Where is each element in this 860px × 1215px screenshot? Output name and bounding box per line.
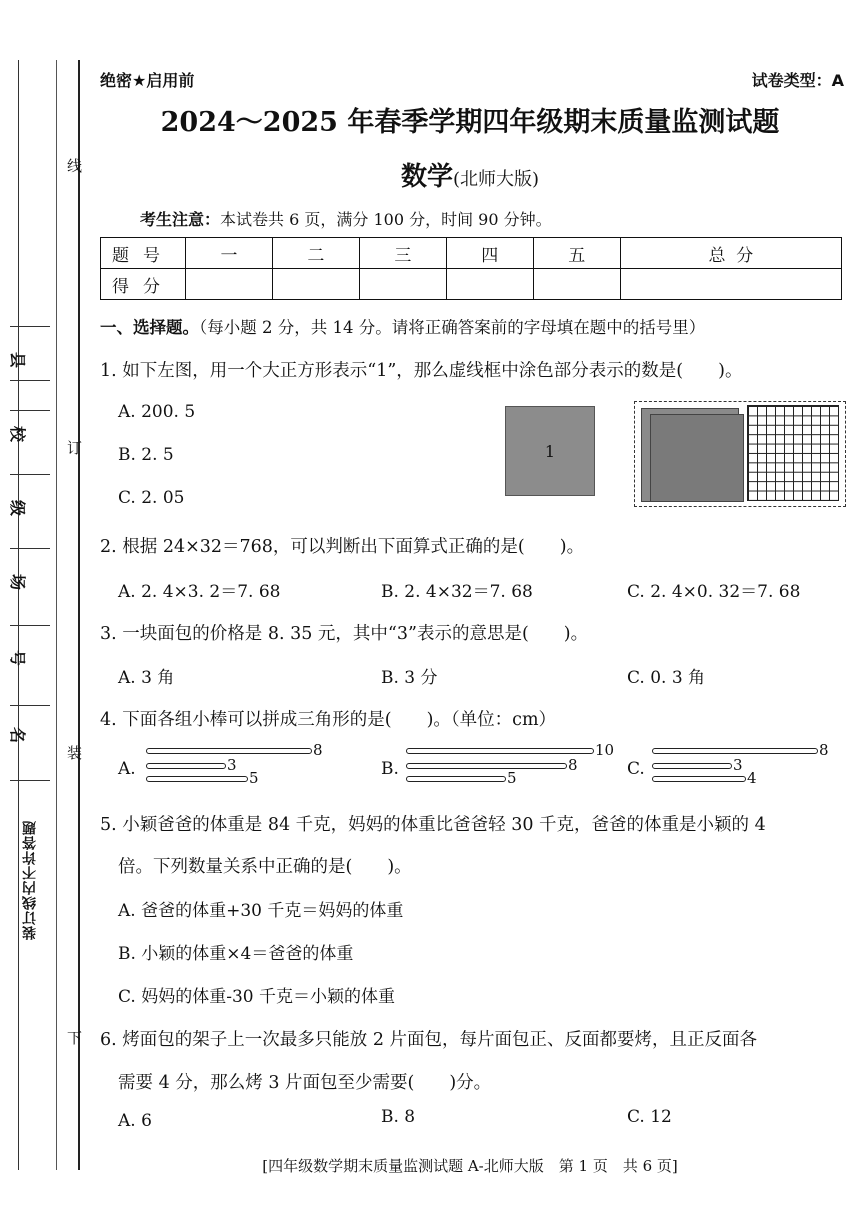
score-header-row bbox=[101, 238, 842, 269]
subject-line bbox=[100, 156, 840, 193]
section-desc: （每小题 2 分，共 14 分。请将正确答案前的字母填在题中的括号里） bbox=[199, 318, 706, 337]
unit-square-figure bbox=[505, 406, 595, 496]
stick bbox=[146, 748, 312, 754]
score-cell[interactable] bbox=[533, 269, 620, 300]
option: A. 6 bbox=[118, 1111, 152, 1131]
paper-type: 试卷类型：A bbox=[751, 71, 844, 90]
option: B. 8 bbox=[381, 1107, 416, 1127]
field-county-label: 县 bbox=[8, 351, 27, 368]
score-cell[interactable] bbox=[272, 269, 359, 300]
stick-length: 8 bbox=[313, 741, 323, 759]
field-line bbox=[10, 410, 50, 411]
question-stem: 2. 根据 24×32＝768，可以判断出下面算式正确的是( )。 bbox=[100, 537, 585, 557]
stick bbox=[406, 748, 594, 754]
subject-name: 数学 bbox=[400, 162, 453, 192]
field-line bbox=[10, 380, 50, 381]
stick-length: 5 bbox=[249, 769, 259, 787]
score-cell[interactable] bbox=[186, 269, 273, 300]
option: A. bbox=[118, 759, 136, 779]
section-title: 一、选择题。 bbox=[100, 318, 199, 337]
question-stem: 5. 小颖爸爸的体重是 84 千克，妈妈的体重比爸爸轻 30 千克，爸爸的体重是小颖的 4 bbox=[100, 815, 766, 835]
binding-warning: 装订线内不许答题 bbox=[22, 820, 38, 940]
binding-mark: 线 bbox=[65, 158, 83, 173]
field-line bbox=[10, 326, 50, 327]
field-school-label: 校 bbox=[8, 425, 27, 442]
question-stem: 4. 下面各组小棒可以拼成三角形的是( )。（单位：cm） bbox=[100, 710, 557, 730]
stick bbox=[146, 776, 248, 782]
question-stem: 6. 烤面包的架子上一次最多只能放 2 片面包，每片面包正、反面都要烤，且正反面各 bbox=[100, 1030, 758, 1050]
section-heading bbox=[100, 314, 705, 338]
stick bbox=[146, 763, 226, 769]
option: B. 小颖的体重×4＝爸爸的体重 bbox=[118, 944, 354, 964]
question-stem-cont: 需要 4 分，那么烤 3 片面包至少需要( )分。 bbox=[118, 1073, 492, 1093]
option: B. 2. 5 bbox=[118, 445, 174, 465]
column-header: 二 bbox=[272, 238, 359, 269]
field-name-label: 名 bbox=[8, 726, 27, 743]
row-label: 得分 bbox=[101, 269, 186, 300]
shaded-square bbox=[650, 414, 744, 502]
score-cell[interactable] bbox=[446, 269, 533, 300]
field-number-label: 号 bbox=[8, 649, 27, 666]
stick-length: 3 bbox=[733, 756, 743, 774]
field-room-label: 场 bbox=[8, 573, 27, 590]
option: C. 2. 4×0. 32＝7. 68 bbox=[627, 582, 801, 602]
row-label: 题号 bbox=[101, 238, 186, 269]
score-cell[interactable] bbox=[359, 269, 446, 300]
score-cell[interactable] bbox=[620, 269, 841, 300]
option: B. 3 分 bbox=[381, 668, 438, 688]
question-stem-cont: 倍。下列数量关系中正确的是( )。 bbox=[118, 857, 412, 877]
unit-square-label: 1 bbox=[544, 441, 556, 461]
option: C. bbox=[627, 759, 645, 779]
exam-notice bbox=[140, 207, 552, 230]
option: A. 200. 5 bbox=[118, 402, 196, 422]
exam-title: 2024～2025 年春季学期四年级期末质量监测试题 bbox=[160, 107, 780, 138]
stick-length: 3 bbox=[227, 756, 237, 774]
option: B. bbox=[381, 759, 399, 779]
binding-inner-line bbox=[56, 60, 57, 1170]
field-line bbox=[10, 474, 50, 475]
binding-mark: 订 bbox=[65, 440, 83, 455]
stick-length: 8 bbox=[819, 741, 829, 759]
notice-label: 考生注意： bbox=[140, 210, 221, 229]
column-header: 三 bbox=[359, 238, 446, 269]
option: A. 爸爸的体重+30 千克＝妈妈的体重 bbox=[118, 901, 404, 921]
score-table bbox=[100, 237, 842, 300]
option: A. 2. 4×3. 2＝7. 68 bbox=[118, 582, 281, 602]
option: B. 2. 4×32＝7. 68 bbox=[381, 582, 533, 602]
stick bbox=[406, 763, 567, 769]
option: C. 妈妈的体重-30 千克＝小颖的体重 bbox=[118, 987, 395, 1007]
option: A. 3 角 bbox=[118, 668, 175, 688]
column-header: 总 分 bbox=[620, 238, 841, 269]
notice-text: 本试卷共 6 页，满分 100 分，时间 90 分钟。 bbox=[220, 210, 552, 229]
score-value-row bbox=[101, 269, 842, 300]
binding-mark: 下 bbox=[65, 1030, 83, 1045]
binding-outer-line bbox=[18, 60, 19, 1170]
binding-line bbox=[78, 60, 80, 1170]
question-stem: 1. 如下左图，用一个大正方形表示“1”，那么虚线框中涂色部分表示的数是( )。 bbox=[100, 361, 743, 381]
hundred-grid bbox=[747, 405, 839, 501]
stick bbox=[652, 748, 818, 754]
stick bbox=[406, 776, 506, 782]
stick bbox=[652, 776, 746, 782]
binding-mark: 装 bbox=[65, 745, 83, 760]
field-line bbox=[10, 705, 50, 706]
option: C. 0. 3 角 bbox=[627, 668, 706, 688]
column-header: 五 bbox=[533, 238, 620, 269]
column-header: 一 bbox=[186, 238, 273, 269]
option: C. 12 bbox=[627, 1107, 672, 1127]
field-line bbox=[10, 625, 50, 626]
stick-length: 5 bbox=[507, 769, 517, 787]
field-line bbox=[10, 780, 50, 781]
stick bbox=[652, 763, 732, 769]
field-class-label: 级 bbox=[8, 499, 27, 516]
question-stem: 3. 一块面包的价格是 8. 35 元，其中“3”表示的意思是( )。 bbox=[100, 624, 589, 644]
confidential-label: 绝密★启用前 bbox=[100, 71, 195, 90]
stick-length: 10 bbox=[595, 741, 615, 759]
option: C. 2. 05 bbox=[118, 488, 185, 508]
page-footer: [四年级数学期末质量监测试题 A-北师大版 第 1 页 共 6 页] bbox=[262, 1157, 678, 1175]
stick-length: 8 bbox=[568, 756, 578, 774]
column-header: 四 bbox=[446, 238, 533, 269]
edition: (北师大版) bbox=[452, 169, 540, 190]
stick-length: 4 bbox=[747, 769, 757, 787]
field-line bbox=[10, 548, 50, 549]
